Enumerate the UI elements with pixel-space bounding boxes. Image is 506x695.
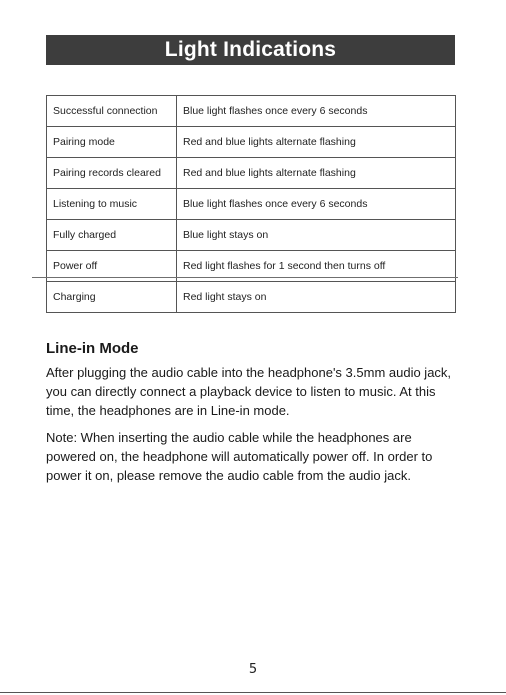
section-heading-line-in: Line-in Mode xyxy=(46,340,139,357)
table-cell-indication: Blue light flashes once every 6 seconds xyxy=(177,96,456,127)
page-number: 5 xyxy=(248,662,258,677)
table-cell-indication: Blue light flashes once every 6 seconds xyxy=(177,189,456,220)
table-row xyxy=(47,127,456,158)
table-cell-state: Fully charged xyxy=(47,220,177,251)
table-cell-indication: Blue light stays on xyxy=(177,220,456,251)
table-row xyxy=(47,189,456,220)
paragraph-line-in-note: Note: When inserting the audio cable while the headphones are powered on, the headphone will automatically power off. In order to power it on, please remove the audio cable from the audio jack. xyxy=(46,430,433,483)
table-cell-state: Charging xyxy=(47,282,177,313)
page-bottom-rule xyxy=(0,692,506,693)
table-row xyxy=(47,220,456,251)
table-cell-state: Power off xyxy=(47,251,177,282)
light-indications-table xyxy=(46,95,456,313)
table-row xyxy=(47,282,456,313)
section-title-bar xyxy=(46,35,455,65)
table-cell-state: Pairing records cleared xyxy=(47,158,177,189)
table-row xyxy=(47,96,456,127)
table-cell-state: Successful connection xyxy=(47,96,177,127)
table-cell-indication: Red and blue lights alternate flashing xyxy=(177,158,456,189)
table-cell-indication: Red light flashes for 1 second then turns off xyxy=(177,251,456,282)
table-row xyxy=(47,158,456,189)
table-overlay-rule xyxy=(32,277,458,278)
page-title: Light Indications xyxy=(164,38,337,61)
table-cell-state: Pairing mode xyxy=(47,127,177,158)
paragraph-line-in-description: After plugging the audio cable into the headphone's 3.5mm audio jack, you can directly connect a playback device to listen to music. At this time, the headphones are in Line-in mode. xyxy=(46,365,452,418)
table-cell-state: Listening to music xyxy=(47,189,177,220)
table-cell-indication: Red light stays on xyxy=(177,282,456,313)
table-cell-indication: Red and blue lights alternate flashing xyxy=(177,127,456,158)
